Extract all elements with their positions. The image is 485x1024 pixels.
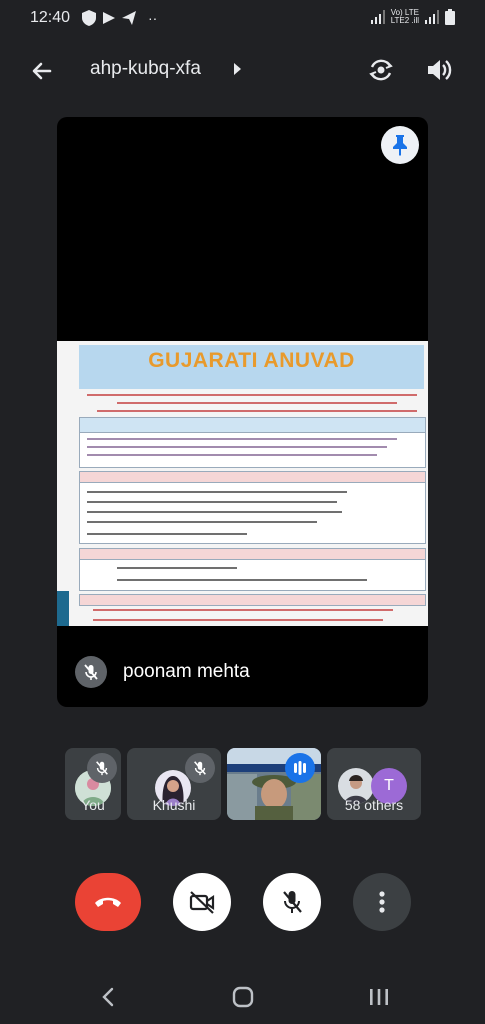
participant-label: Khushi: [152, 797, 196, 813]
pin-icon: [390, 134, 410, 156]
battery-icon: [445, 9, 455, 25]
doc-line: [87, 511, 342, 513]
doc-line: [117, 402, 397, 404]
play-store-icon: [102, 11, 116, 25]
switch-camera-button[interactable]: [365, 54, 397, 86]
doc-table-body: [79, 559, 426, 591]
doc-line: [87, 491, 347, 493]
audio-output-button[interactable]: [423, 54, 455, 86]
mic-toggle-button[interactable]: [263, 873, 321, 931]
nav-back-icon: [101, 987, 115, 1007]
mic-off-icon: [94, 760, 110, 776]
speaking-indicator: [285, 753, 315, 783]
doc-line: [87, 521, 317, 523]
doc-line: [87, 454, 377, 456]
doc-line: [87, 394, 417, 396]
participant-name-bar: [75, 656, 250, 688]
send-icon: [122, 11, 136, 25]
shield-icon: [82, 10, 96, 26]
network-label: Vo) LTE LTE2 .ill: [390, 8, 419, 25]
nav-home-icon: [232, 986, 254, 1008]
participant-label: 58 others: [344, 797, 404, 813]
system-icons: [371, 9, 455, 25]
pin-button[interactable]: [381, 126, 419, 164]
shared-document: [57, 341, 428, 626]
doc-line: [117, 579, 367, 581]
doc-line: [87, 501, 337, 503]
status-bar: [0, 0, 485, 36]
audio-level-icon: [292, 760, 308, 776]
participant-label: You: [81, 797, 105, 813]
participant-tile-khushi[interactable]: [127, 748, 221, 820]
doc-table-header: [79, 417, 426, 433]
signal-icon-2: [425, 10, 439, 24]
notification-icons: [82, 10, 157, 26]
end-call-icon: [93, 894, 123, 910]
speaker-icon: [423, 54, 455, 86]
participant-tile-video[interactable]: [227, 748, 321, 820]
screen-share-content: [57, 341, 428, 626]
participant-tile-you[interactable]: [65, 748, 121, 820]
clock: 12:40: [30, 9, 71, 26]
nav-back-button[interactable]: [88, 980, 128, 1014]
doc-line: [117, 567, 237, 569]
muted-mic-badge: [87, 753, 117, 783]
back-arrow-icon: [26, 55, 58, 87]
doc-section-header: [79, 594, 426, 606]
more-options-button[interactable]: [353, 873, 411, 931]
document-title: GUJARATI ANUVAD: [148, 349, 355, 372]
nav-recents-icon: [369, 988, 389, 1006]
doc-line: [97, 410, 417, 412]
participant-tile-others[interactable]: [327, 748, 421, 820]
meeting-code[interactable]: ahp-kubq-xfa: [90, 58, 201, 79]
caret-right-icon[interactable]: [232, 62, 242, 76]
mic-off-icon: [192, 760, 208, 776]
doc-line: [93, 619, 383, 621]
more-vert-icon: [379, 891, 385, 913]
doc-line: [87, 533, 247, 535]
muted-mic-badge: [185, 753, 215, 783]
main-video-tile[interactable]: [57, 117, 428, 707]
back-button[interactable]: [26, 55, 58, 87]
document-edge: [57, 591, 69, 626]
more-notifications-icon: ··: [148, 10, 158, 26]
doc-line: [93, 609, 393, 611]
avatar-letter: T: [371, 768, 407, 804]
doc-line: [87, 446, 387, 448]
switch-camera-icon: [365, 54, 397, 86]
signal-icon: [371, 10, 385, 24]
participant-name: poonam mehta: [123, 661, 250, 682]
mic-off-icon: [82, 663, 100, 681]
nav-recents-button[interactable]: [359, 980, 399, 1014]
end-call-button[interactable]: [75, 873, 141, 931]
camera-off-icon: [188, 890, 216, 914]
nav-home-button[interactable]: [223, 980, 263, 1014]
doc-line: [87, 438, 397, 440]
mic-off-icon: [280, 889, 304, 915]
muted-mic-badge: [75, 656, 107, 688]
camera-toggle-button[interactable]: [173, 873, 231, 931]
